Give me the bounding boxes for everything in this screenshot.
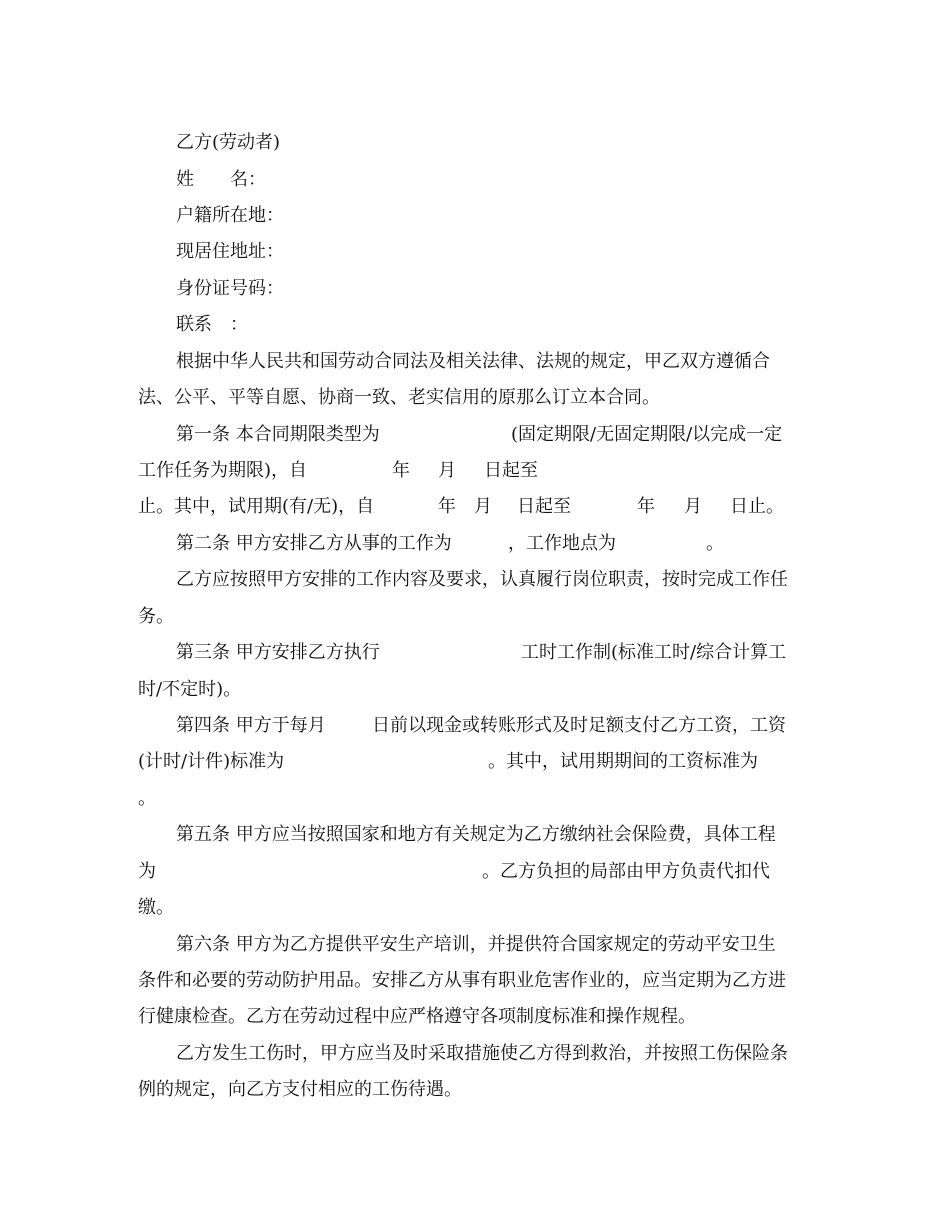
- article-1-probation-end-month: 月: [684, 496, 702, 517]
- article-1-probation-end-day: 日止。: [730, 496, 784, 517]
- article-1-probation-start-day: 日起至: [517, 496, 571, 517]
- article-1-line-1: 第一条 本合同期限类型为: [176, 424, 380, 445]
- article-2-job: 第二条 甲方安排乙方从事的工作为: [176, 533, 452, 554]
- article-4-prefix: 第四条 甲方于每月: [176, 715, 326, 736]
- article-6-injury-line-1: 乙方发生工伤时，甲方应当及时采取措施使乙方得到救治，并按照工伤保险条: [176, 1043, 788, 1064]
- name-field-label: 姓 名：: [176, 169, 266, 190]
- article-1-start-month: 月: [438, 460, 456, 481]
- article-1-start-year: 年: [392, 460, 410, 481]
- article-2-duty-line-2: 务。: [138, 606, 174, 627]
- article-4-end: 。: [138, 788, 156, 809]
- article-2-duty-line-1: 乙方应按照甲方安排的工作内容及要求，认真履行岗位职责，按时完成工作任: [176, 569, 788, 590]
- article-1-start-prefix: 工作任务为期限)，自: [138, 460, 308, 481]
- article-5-line-1: 第五条 甲方应当按照国家和地方有关规定为乙方缴纳社会保险费，具体工程: [176, 824, 776, 845]
- party-b-heading: 乙方(劳动者): [176, 132, 281, 153]
- article-3-line-2: 时/不定时)。: [138, 679, 242, 700]
- preamble-line-1: 根据中华人民共和国劳动合同法及相关法律、法规的规定，甲乙双方遵循合: [176, 351, 770, 372]
- article-6-line-2: 条件和必要的劳动防护用品。安排乙方从事有职业危害作业的，应当定期为乙方进: [138, 970, 786, 991]
- id-number-field-label: 身份证号码：: [176, 278, 284, 299]
- article-5-withholding: 。乙方负担的局部由甲方负责代扣代: [482, 861, 770, 882]
- article-5-prefix: 为: [138, 861, 156, 882]
- article-1-probation-prefix: 止。其中，试用期(有/无)，自: [138, 496, 375, 517]
- article-3-hours-types: 工时工作制(标准工时/综合计算工: [521, 642, 787, 663]
- article-1-probation-start-month: 月: [474, 496, 492, 517]
- contact-field-label: 联系 ：: [176, 314, 248, 335]
- hukou-field-label: 户籍所在地：: [176, 205, 284, 226]
- article-4-payment: 日前以现金或转账形式及时足额支付乙方工资，工资: [372, 715, 786, 736]
- article-6-injury-line-2: 例的规定，向乙方支付相应的工伤待遇。: [138, 1079, 462, 1100]
- article-6-line-3: 行健康检查。乙方在劳动过程中应严格遵守各项制度标准和操作规程。: [138, 1006, 696, 1027]
- article-6-line-1: 第六条 甲方为乙方提供平安生产培训，并提供符合国家规定的劳动平安卫生: [176, 934, 776, 955]
- article-1-probation-end-year: 年: [637, 496, 655, 517]
- address-field-label: 现居住地址：: [176, 241, 284, 262]
- preamble-line-2: 法、公平、平等自愿、协商一致、老实信用的原那么订立本合同。: [138, 387, 660, 408]
- article-4-probation-wage: 。其中，试用期期间的工资标准为: [488, 751, 758, 772]
- article-2-location: ，工作地点为: [508, 533, 616, 554]
- article-1-probation-start-year: 年: [438, 496, 456, 517]
- article-1-term-types: (固定期限/无固定期限/以完成一定: [511, 424, 783, 445]
- article-1-start-day: 日起至: [484, 460, 538, 481]
- article-3-prefix: 第三条 甲方安排乙方执行: [176, 642, 380, 663]
- article-2-end: 。: [706, 533, 724, 554]
- article-4-standard: (计时/计件)标准为: [138, 751, 285, 772]
- article-5-line-3: 缴。: [138, 897, 174, 918]
